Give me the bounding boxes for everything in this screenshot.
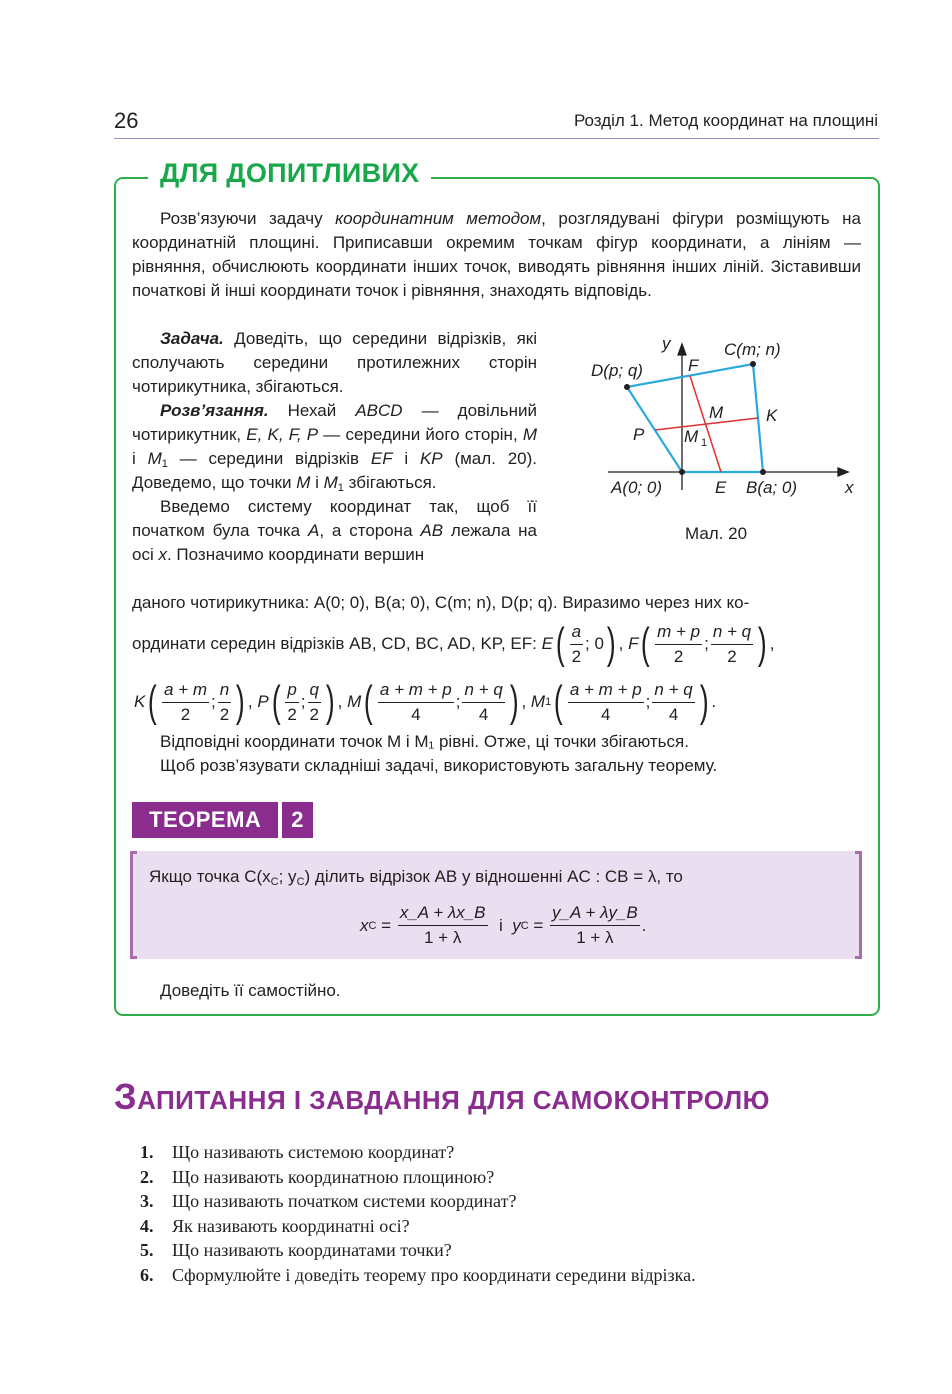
svg-text:P: P (633, 425, 645, 444)
theorem-bracket-left (130, 851, 137, 959)
question-number: 4. (140, 1215, 154, 1236)
question-number: 1. (140, 1142, 154, 1162)
theorem-bracket-right (855, 851, 862, 959)
svg-text:F: F (688, 356, 699, 375)
svg-text:A(0; 0): A(0; 0) (611, 478, 663, 497)
theorem-word: ТЕОРЕМА (132, 802, 278, 838)
box-title: ДЛЯ ДОПИТЛИВИХ (148, 158, 431, 189)
prove-yourself-text: Доведіть її самостійно. (160, 981, 341, 1000)
svg-text:M: M (709, 403, 724, 422)
figure-20 (590, 330, 860, 510)
general-text: Щоб розв’язувати складніші задачі, використовують загальну теорему. (160, 756, 718, 775)
question-item (140, 1238, 696, 1263)
question-item (140, 1140, 696, 1165)
question-item (140, 1165, 696, 1190)
question-number: 2. (140, 1166, 154, 1187)
svg-text:D(p; q): D(p; q) (591, 361, 643, 380)
theorem-number: 2 (282, 802, 312, 838)
svg-text:M: M (684, 427, 699, 446)
question-number: 5. (140, 1240, 154, 1260)
question-text: Що називають системою координат? (172, 1142, 455, 1162)
question-text: Сформулюйте і доведіть теорему про координати середини відрізка. (172, 1264, 696, 1285)
svg-text:C(m; n): C(m; n) (724, 340, 781, 359)
question-text: Що називають координатною площиною? (172, 1166, 495, 1187)
theorem-label (132, 802, 313, 838)
header-rule (114, 138, 879, 139)
svg-text:1: 1 (701, 437, 708, 449)
midpoints-line-2: K ( $\frac{a + m}{2}$ ; $\frac{n}{2}$ ) , P ( $\frac{p}{2}$ ; $\frac{q}{2}$ ) , M ( $\frac{a + m + p}{4}$ ; $\frac{n + q}{4}$ ) , M 1 ( $\frac{a + m + p}{4}$ ; $\frac{n + q}{4}$ ) . (134, 677, 717, 726)
svg-text:E: E (715, 478, 727, 497)
question-number: 6. (140, 1264, 154, 1285)
midpoints-line-1: ординати середин відрізків AB, CD, BC, AD, KP, EF: E ( $\frac{a}{2}$ ; 0 ) , F ( $\frac{m + p}{2}$ ; $\frac{n + q}{2}$ ) , (132, 619, 775, 668)
svg-text:K: K (766, 406, 778, 425)
question-text: Як називають координатні осі? (172, 1215, 410, 1236)
svg-text:y: y (662, 334, 671, 353)
question-item (140, 1189, 696, 1214)
running-head: Розділ 1. Метод координат на площині (573, 111, 878, 130)
theorem-formula: x C = $\frac{x\_A + \lambda x\_B}{1 + \lambda}$ і y C = $\frac{y\_A + \lambda y\_B}{1 + \lambda}$ . (360, 903, 647, 947)
task-paragraph: Задача. Доведіть, що середини відрізків, які сполучають середини протилежних сторін чотирикутника, збігаються. Розв’язання. Нехай ABCD — довільний чотирикутник, E, K, F, P — середини його сторін, M і $M_1$ — середини відрізків EF і KP (мал. 20). Доведемо, що точки M і $M_1$ збігаються. Введемо систему координат так, щоб її початком була точка A, а сторона AB лежала на осі x. Позначимо координати вершин (132, 329, 537, 564)
conclusion-text: Відповідні координати точок M і M₁ рівні. Отже, ці точки збігаються. (160, 732, 689, 751)
coords-line: даного чотирикутника: A(0; 0), B(a; 0), C(m; n), D(p; q). Виразимо через них ко- (132, 593, 750, 612)
section-title: ЗАПИТАННЯ І ЗАВДАННЯ ДЛЯ САМОКОНТРОЛЮ (114, 1076, 770, 1117)
svg-text:B(a; 0): B(a; 0) (746, 478, 798, 497)
theorem-box (130, 851, 862, 959)
question-text: Що називають координатами точки? (172, 1240, 452, 1260)
question-number: 3. (140, 1191, 154, 1211)
svg-text:x: x (845, 478, 854, 497)
question-text: Що називають початком системи координат? (172, 1191, 517, 1211)
page-number: 26 (114, 108, 139, 133)
theorem-statement: Якщо точка $C(x_C$; $y_C$) ділить відрізок AB у відношенні AC : CB = λ, то (149, 867, 683, 888)
intro-paragraph: Розв’язуючи задачу координатним методом, розглядувані фігури розміщують на координатній площині. Приписавши окремим точкам фігур координати, а лініям — рівняння, обчислюють координати інших точок, виводять рівняння інших ліній. Зіставивши початкові й інші координати точок і рівняння, знаходять відповідь. (132, 209, 861, 300)
question-item (140, 1263, 696, 1288)
figure-caption: Мал. 20 (685, 524, 748, 543)
question-item (140, 1214, 696, 1239)
questions-list (140, 1140, 696, 1287)
